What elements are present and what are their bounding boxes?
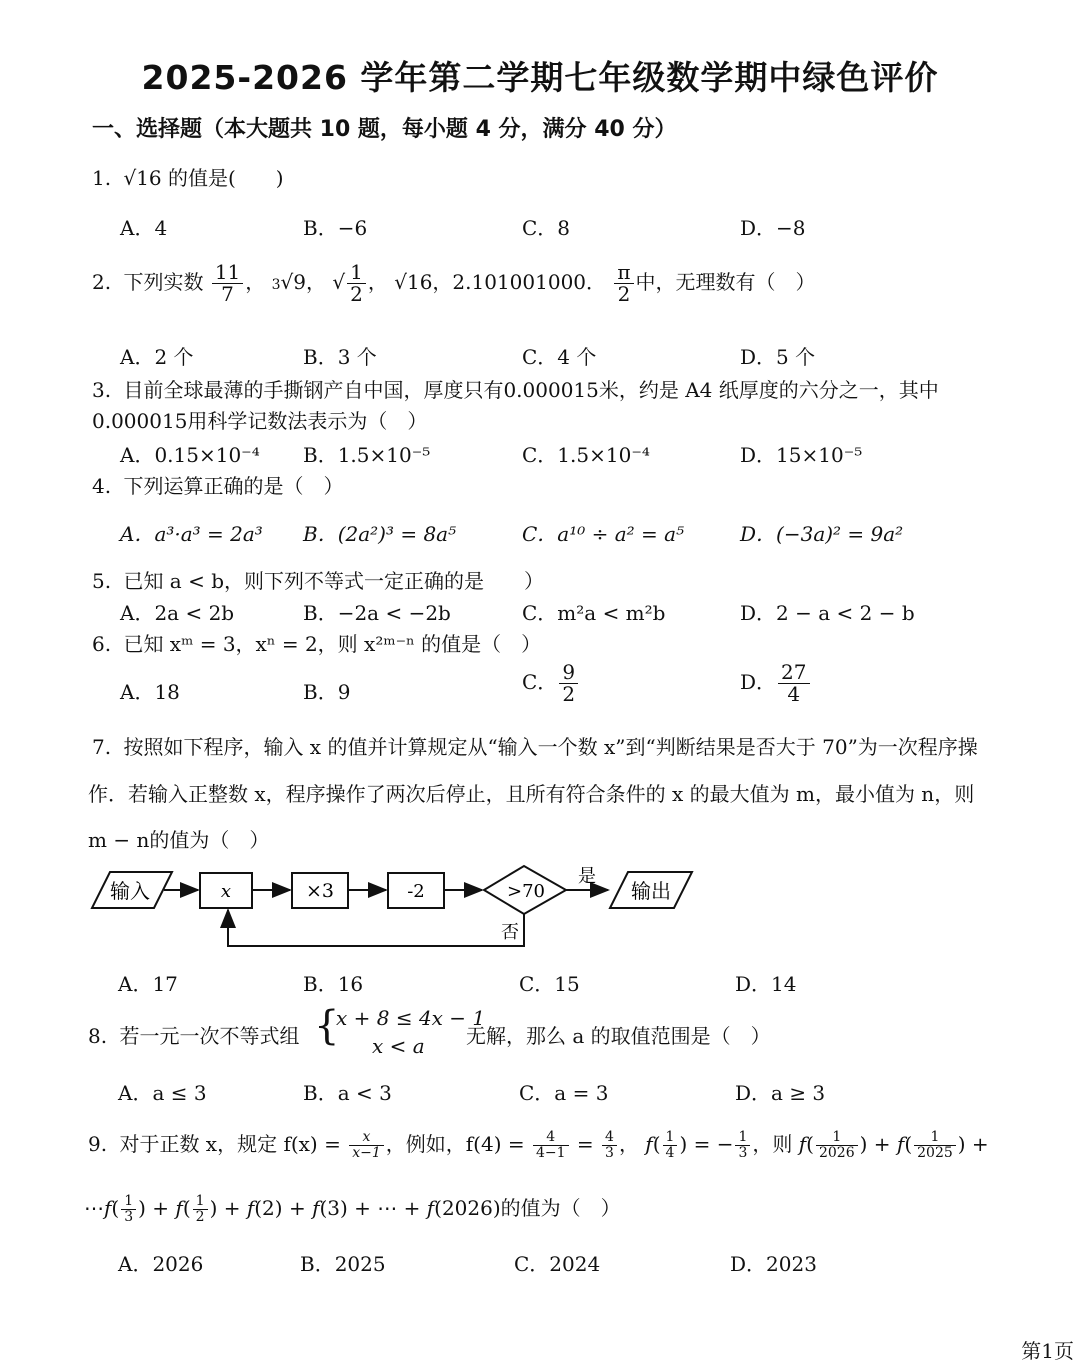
q2-option-b[interactable]: B．3 个 [303,345,377,369]
q9-option-c[interactable]: C．2024 [514,1252,601,1276]
q7-option-c[interactable]: C．15 [519,972,580,996]
q2-sqrt16: √16 [394,270,433,294]
question-6 [92,628,541,657]
q8-option-d[interactable]: D．a ≥ 3 [735,1081,826,1105]
q9-option-a[interactable]: A．2026 [118,1252,204,1276]
q1-option-a[interactable]: A．4 [120,216,168,240]
q3-option-c[interactable]: C．1.5×10⁻⁴ [522,443,650,467]
q3-stem: 目前全球最薄的手撕钢产自中国，厚度只有0.000015米，约是 A4 纸厚度的六分之一，其中 [123,378,939,402]
q9-number: 9. [88,1132,108,1156]
page-title: 2025-2026 学年第二学期七年级数学期中绿色评价 [141,58,939,97]
q2-number: 2. [92,270,112,294]
q5-option-c[interactable]: C．m²a < m²b [522,601,666,625]
q1-option-d[interactable]: D．−8 [740,216,806,240]
q4-option-c[interactable]: C．a¹⁰ ÷ a² = a⁵ [522,522,685,546]
q5-option-b[interactable]: B．−2a < −2b [303,601,451,625]
q2-sqrt-half: √ $\frac{1}{2}$ [332,270,367,294]
q8-stem: 若一元一次不等式组 [119,1024,300,1048]
q9-stem: 对于正数 x，规定 f(x) = [119,1132,341,1156]
q8-stem-b: 无解，那么 a 的取值范围是（ ） [466,1024,771,1048]
flow-output-label: 输出 [631,879,671,903]
q9-option-b[interactable]: B．2025 [300,1252,386,1276]
q6-option-b[interactable]: B．9 [303,680,351,704]
q5-option-a[interactable]: A．2a < 2b [120,601,235,625]
question-5 [92,565,544,594]
q7-option-b[interactable]: B．16 [303,972,364,996]
section-heading: 一、选择题（本大题共 10 题，每小题 4 分，满分 40 分） [92,117,677,142]
q8-system-line1: x + 8 ≤ 4x − 1 [336,1006,486,1030]
question-8 [88,1020,299,1049]
flow-x-label: x [220,881,232,902]
q2-option-a[interactable]: A．2 个 [120,345,194,369]
flow-no-label: 否 [501,922,519,943]
q7-option-d[interactable]: D．14 [735,972,797,996]
q5-option-d[interactable]: D．2 − a < 2 − b [740,601,915,625]
q1-option-b[interactable]: B．−6 [303,216,368,240]
q4-stem: 下列运算正确的是（ ） [123,474,344,498]
q8-option-a[interactable]: A．a ≤ 3 [118,1081,207,1105]
question-9: 9. 对于正数 x，规定 f(x) = $\frac{x}{x-1}$ ，例如，f(4) = $\frac{4}{4-1}$ = $\frac{4}{3}$ ， f( $\frac{1}{4}$ ) = − $\frac{1}{3}$ ，则 f( $\frac{1}{2026}$ ) + f( $\frac{1}{2025}$ ) + [88,1129,989,1161]
question-1: 1. √16 的值是( ) [92,166,284,190]
q7-stem-line3: m − n的值为（ ） [88,828,270,852]
q6-option-a[interactable]: A．18 [120,680,180,704]
q4-option-a[interactable]: A．a³·a³ = 2a³ [120,522,263,546]
question-7 [92,731,978,760]
q3-stem-line2: 0.000015用科学记数法表示为（ ） [92,409,428,433]
q9-option-d[interactable]: D．2023 [730,1252,817,1276]
q6-number: 6. [92,632,112,656]
flow-yes-label: 是 [578,866,596,887]
q8-number: 8. [88,1024,108,1048]
q6-option-c[interactable]: C． $\frac{9}{2}$ [522,662,580,705]
flow-times3-label: ×3 [305,880,335,902]
page-number: 第1页 [1021,1339,1074,1363]
q2-cuberoot: 3√9 [271,270,307,294]
q5-stem: 已知 a < b，则下列不等式一定正确的是 ） [123,569,545,593]
q3-number: 3. [92,378,112,402]
q3-option-d[interactable]: D．15×10⁻⁵ [740,443,863,467]
q8-brace: { [314,1003,340,1049]
q7-option-a[interactable]: A．17 [118,972,178,996]
question-2: 2. 下列实数 $\frac{11}{7}$ ， 3√9， √ $\frac{1}{2}$ ， √16，2.101001000． $\frac{\pi}{2}$ 中，无理数有（ ） [92,260,816,306]
q8-system-line2: x < a [372,1034,425,1058]
q8-option-b[interactable]: B．a < 3 [303,1081,392,1105]
q1-stem: 16 的值是( ) [136,166,284,190]
q7-number: 7. [92,735,112,759]
flow-input-label: 输入 [110,879,150,903]
q2-stem-c: 中，无理数有（ ） [635,270,816,294]
question-3 [92,374,939,403]
q3-option-a[interactable]: A．0.15×10⁻⁴ [120,443,260,467]
q2-stem: 下列实数 [123,270,204,294]
flow-minus2-label: -2 [407,881,425,902]
q6-stem: 已知 xᵐ = 3，xⁿ = 2，则 x²ᵐ⁻ⁿ 的值是（ ） [123,632,542,656]
q2-option-c[interactable]: C．4 个 [522,345,597,369]
q2-frac-pi-2: $\frac{\pi}{2}$ [614,262,633,305]
q4-option-d[interactable]: D．(−3a)² = 9a² [740,522,904,546]
q4-option-b[interactable]: B．(2a²)³ = 8a⁵ [303,522,457,546]
q4-number: 4. [92,474,112,498]
q2-option-d[interactable]: D．5 个 [740,345,816,369]
q7-stem: 按照如下程序，输入 x 的值并计算规定从“输入一个数 x”到“判断结果是否大于 70”为一次程序操 [123,735,978,759]
q9-stem-c: ，则 [752,1132,793,1156]
question-4 [92,470,343,499]
q9-stem-b: ，例如，f(4) = [385,1132,525,1156]
q3-option-b[interactable]: B．1.5×10⁻⁵ [303,443,431,467]
q7-stem-line2: 作．若输入正整数 x，程序操作了两次后停止，且所有符合条件的 x 的最大值为 m，最小值为 n，则 [88,782,975,806]
flow-judge-label: >70 [507,881,545,902]
q6-option-d[interactable]: D． $\frac{27}{4}$ [740,662,812,705]
q2-frac-11-7: $\frac{11}{7}$ [212,262,243,305]
q5-number: 5. [92,569,112,593]
q1-number: 1. [92,166,112,190]
q9-stem-line2: ⋯f( $\frac{1}{3}$ ) + f( $\frac{1}{2}$ ) + f(2) + f(3) + ⋯ + f(2026)的值为（ ） [84,1193,621,1225]
program-flowchart [80,860,720,952]
q1-option-c[interactable]: C．8 [522,216,571,240]
q2-stem-b: ，2.101001000． [432,270,607,294]
q8-option-c[interactable]: C．a = 3 [519,1081,609,1105]
